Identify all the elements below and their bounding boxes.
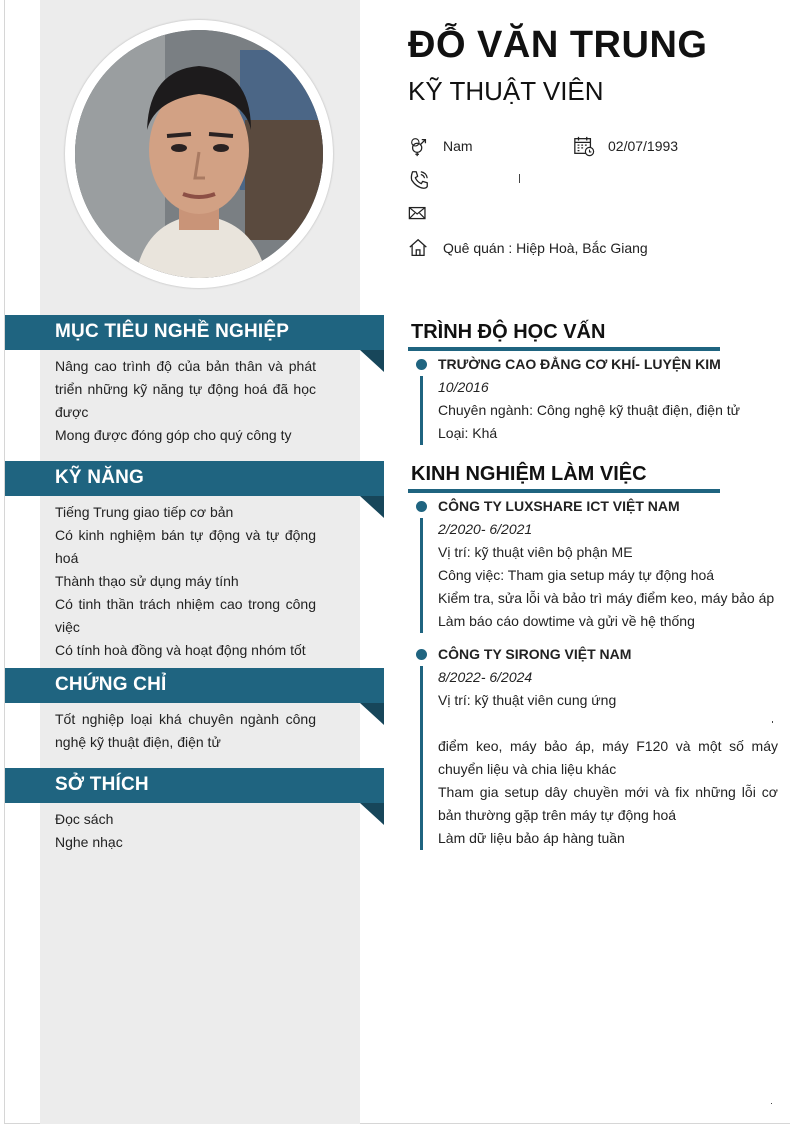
hobbies-title: SỞ THÍCH [55,774,149,795]
stray-mark [772,721,773,723]
ribbon-fold [360,803,384,825]
job-line [438,712,778,735]
timeline-dot [416,359,427,370]
experience-title: KINH NGHIỆM LÀM VIỆC [411,463,647,485]
timeline-line [420,376,423,445]
job-entry [416,643,778,850]
company-name: CÔNG TY SIRONG VIỆT NAM [438,646,632,662]
certificates-title: CHỨNG CHỈ [55,674,167,695]
skills-header [5,461,384,496]
portrait-image [75,30,323,278]
job-date: 2/2020- 6/2021 [438,521,533,537]
stray-mark [771,1103,772,1104]
skill-item: Tiếng Trung giao tiếp cơ bản [55,504,234,520]
certificates-body [55,708,316,754]
skill-item: Thành thạo sử dụng máy tính [55,573,239,589]
calendar-icon [573,135,595,157]
hobbies-body [55,808,316,854]
job-line: Vị trí: kỹ thuật viên cung ứng [438,692,617,708]
objective-title: MỤC TIÊU NGHỀ NGHIỆP [55,321,290,342]
skills-title: KỸ NĂNG [55,467,145,488]
education-line: Loại: Khá [438,425,498,441]
job-line: Làm báo cáo dowtime và gửi về hệ thống [438,613,695,629]
job-line: Kiểm tra, sửa lỗi và bảo trì máy điểm keo, máy bảo áp [438,590,775,606]
phone-icon [408,169,430,191]
education-title: TRÌNH ĐỘ HỌC VẤN [411,321,606,343]
timeline-line [420,666,423,850]
avatar [75,30,323,278]
hometown-value: Quê quán : Hiệp Hoà, Bắc Giang [443,240,648,256]
timeline-line [420,518,423,633]
objective-item: Mong được đóng góp cho quý công ty [55,427,292,443]
hobby-item: Đọc sách [55,811,114,827]
education-line: Chuyên ngành: Công nghệ kỹ thuật điện, điện tử [438,402,741,418]
job-line: Tham gia setup dây chuyền mới và fix những lỗi cơ bản thường gặp trên máy tự động hoá [438,784,778,823]
skill-item: Có kinh nghiệm bán tự động và tự động hoá [55,527,316,566]
objective-item: Nâng cao trình độ của bản thân và phát triển những kỹ năng tự động hoá đã học được [55,358,316,420]
skill-item: Có tinh thần trách nhiệm cao trong công việc [55,596,316,635]
mail-icon [408,203,430,225]
hobbies-header [5,768,384,803]
gender-icon [408,135,430,157]
candidate-title: KỸ THUẬT VIÊN [408,76,604,106]
job-line: điểm keo, máy bảo áp, máy F120 và một số máy chuyển liệu và chia liệu khác [438,738,778,777]
timeline-dot [416,501,427,512]
education-entry [416,353,778,445]
phone-redaction-mark [519,174,520,183]
job-line: Công việc: Tham gia setup máy tự động hoá [438,567,715,583]
home-icon [408,237,430,259]
job-date: 8/2022- 6/2024 [438,669,533,685]
avatar-frame [65,20,333,288]
skills-body [55,501,316,662]
experience-header [408,459,720,493]
ribbon-fold [360,350,384,372]
birthdate-value: 02/07/1993 [608,138,679,154]
gender-value: Nam [443,138,473,154]
education-header [408,317,720,351]
objective-body [55,355,316,447]
timeline-dot [416,649,427,660]
skill-item: Có tính hoà đồng và hoạt động nhóm tốt [55,642,306,658]
ribbon-fold [360,703,384,725]
ribbon-fold [360,496,384,518]
school-name: TRƯỜNG CAO ĐẲNG CƠ KHÍ- LUYỆN KIM [438,356,721,372]
certificates-header [5,668,384,703]
job-entry [416,495,778,633]
objective-header [5,315,384,350]
job-line: Vị trí: kỹ thuật viên bộ phận ME [438,544,633,560]
candidate-name: ĐỖ VĂN TRUNG [408,24,708,66]
certificate-item: Tốt nghiệp loại khá chuyên ngành công nghệ kỹ thuật điện, điện tử [55,711,316,750]
company-name: CÔNG TY LUXSHARE ICT VIỆT NAM [438,498,680,514]
job-line: Làm dữ liệu bảo áp hàng tuần [438,830,625,846]
education-date: 10/2016 [438,379,489,395]
hobby-item: Nghe nhạc [55,834,123,850]
